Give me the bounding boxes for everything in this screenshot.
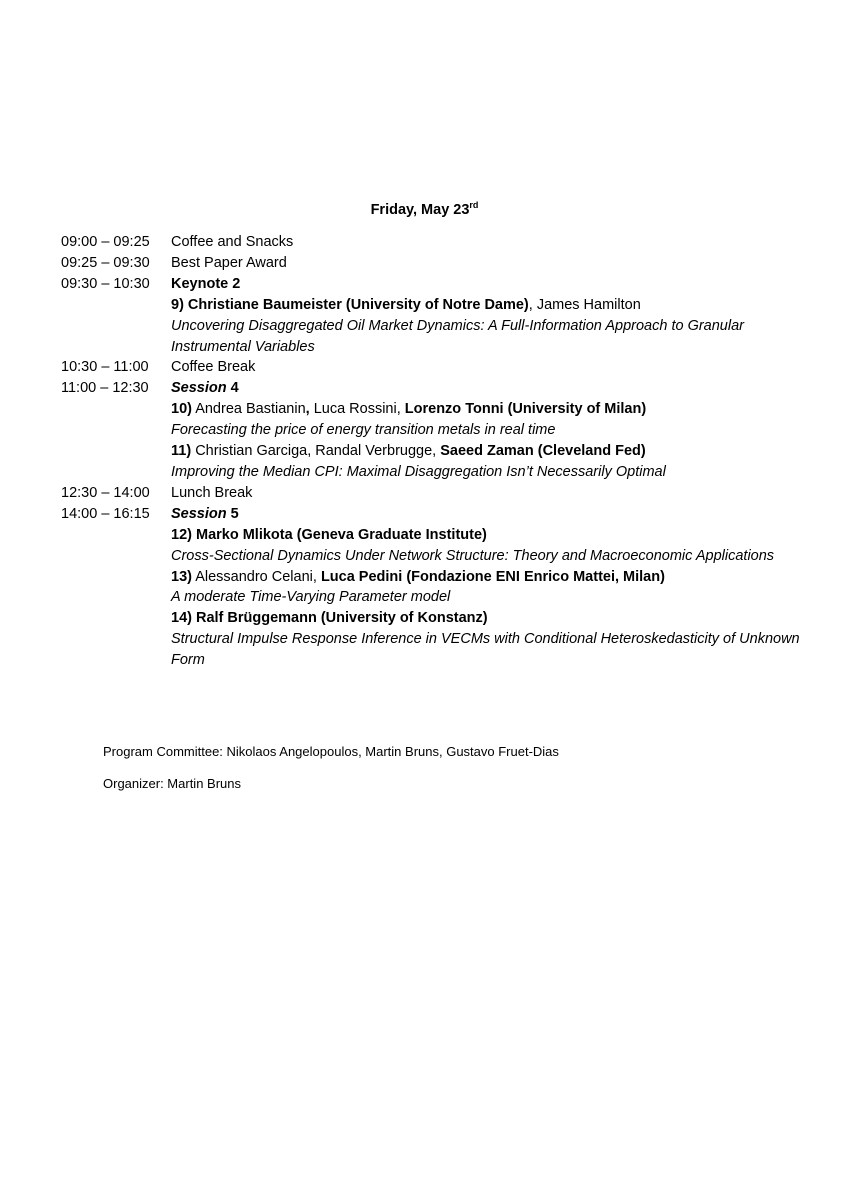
time-slot [61,629,171,671]
schedule-row [61,316,821,358]
event-text: Andrea Bastianin [191,401,306,418]
event-description [171,232,821,253]
event-text: Uncovering Disaggregated Oil Market Dynamics: A Full-Information Approach to Granular Instrumental Variables [171,317,749,355]
time-slot: 09:30 – 10:30 [61,275,150,292]
day-heading [0,200,849,220]
schedule-row [61,525,821,546]
schedule-row [61,483,821,504]
schedule-row [61,462,821,483]
event-text: Lorenzo Tonni (University of Milan) [404,401,647,418]
event-text: 12) Marko Mlikota (Geneva Graduate Institute) [171,526,487,543]
time-slot [61,525,171,546]
event-text: , James Hamilton [528,296,641,313]
event-text: , [305,401,310,418]
event-text: 14) Ralf Brüggemann (University of Konstanz) [171,610,488,627]
schedule-table [61,232,821,671]
event-description [171,587,821,608]
event-text: 5 [226,505,239,522]
schedule-row [61,441,821,462]
schedule-row [61,274,821,295]
schedule-row [61,232,821,253]
event-description [171,274,821,295]
event-text: Saeed Zaman (Cleveland Fed) [440,443,646,460]
event-text: 13) [171,568,192,585]
event-text: 10) [171,401,192,418]
program-committee: Program Committee: Nikolaos Angelopoulos, Martin Bruns, Gustavo Fruet-Dias [103,744,559,759]
schedule-row [61,378,821,399]
event-description [171,357,821,378]
time-slot: 14:00 – 16:15 [61,505,150,522]
event-description [171,420,821,441]
schedule-row [61,504,821,525]
event-description [171,504,821,525]
event-description [171,525,821,546]
time-slot [61,295,171,316]
event-text: Session [171,505,227,522]
schedule-row [61,567,821,588]
event-text: Improving the Median CPI: Maximal Disaggregation Isn’t Necessarily Optimal [171,463,666,480]
event-text: Forecasting the price of energy transition metals in real time [171,422,556,439]
time-slot: 12:30 – 14:00 [61,484,150,501]
time-slot: 11:00 – 12:30 [61,380,149,397]
day-heading-suffix: rd [469,200,479,210]
event-description [171,441,821,462]
schedule-row [61,357,821,378]
day-heading-text: Friday, May 23 [370,202,470,218]
event-description [171,295,821,316]
event-description [171,399,821,420]
time-slot [61,462,171,483]
time-slot: 09:00 – 09:25 [61,234,150,250]
organizer: Organizer: Martin Bruns [103,776,241,791]
event-text: A moderate Time-Varying Parameter model [171,589,451,606]
event-text: Lunch Break [171,484,253,501]
event-description [171,316,821,358]
event-text: Best Paper Award [171,254,287,271]
schedule-row [61,399,821,420]
event-text: Cross-Sectional Dynamics Under Network Structure: Theory and Macroeconomic Applications [171,547,775,564]
event-text: Coffee Break [171,359,256,376]
time-slot [61,546,171,567]
event-text: Luca Rossini, [309,401,405,418]
schedule-row [61,587,821,608]
schedule-row [61,253,821,274]
event-text: Keynote 2 [171,275,241,292]
time-slot [61,441,171,462]
time-slot [61,567,171,588]
event-description [171,378,821,399]
time-slot: 09:25 – 09:30 [61,254,150,271]
event-text: Session [171,380,227,397]
event-text: Luca Pedini (Fondazione ENI Enrico Mattei, Milan) [320,568,665,585]
event-description [171,629,821,671]
time-slot [61,420,171,441]
time-slot [61,316,171,358]
schedule-row [61,420,821,441]
time-slot [61,608,171,629]
event-description [171,546,821,567]
event-text: Christian Garciga, Randal Verbrugge, [191,443,441,460]
schedule-row [61,295,821,316]
event-text: 4 [226,380,239,397]
event-description [171,483,821,504]
schedule-row [61,546,821,567]
event-description [171,462,821,483]
event-description [171,567,821,588]
time-slot: 10:30 – 11:00 [61,359,149,376]
event-text: Coffee and Snacks [171,234,294,250]
time-slot [61,587,171,608]
event-text: Alessandro Celani, [191,568,321,585]
event-description [171,253,821,274]
event-text: Structural Impulse Response Inference in VECMs with Conditional Heteroskedasticity of Unknown Form [171,631,804,669]
event-description [171,608,821,629]
event-text: 11) [171,443,192,460]
schedule-row [61,629,821,671]
event-text: 9) Christiane Baumeister (University of Notre Dame) [171,296,529,313]
time-slot [61,399,171,420]
schedule-row [61,608,821,629]
